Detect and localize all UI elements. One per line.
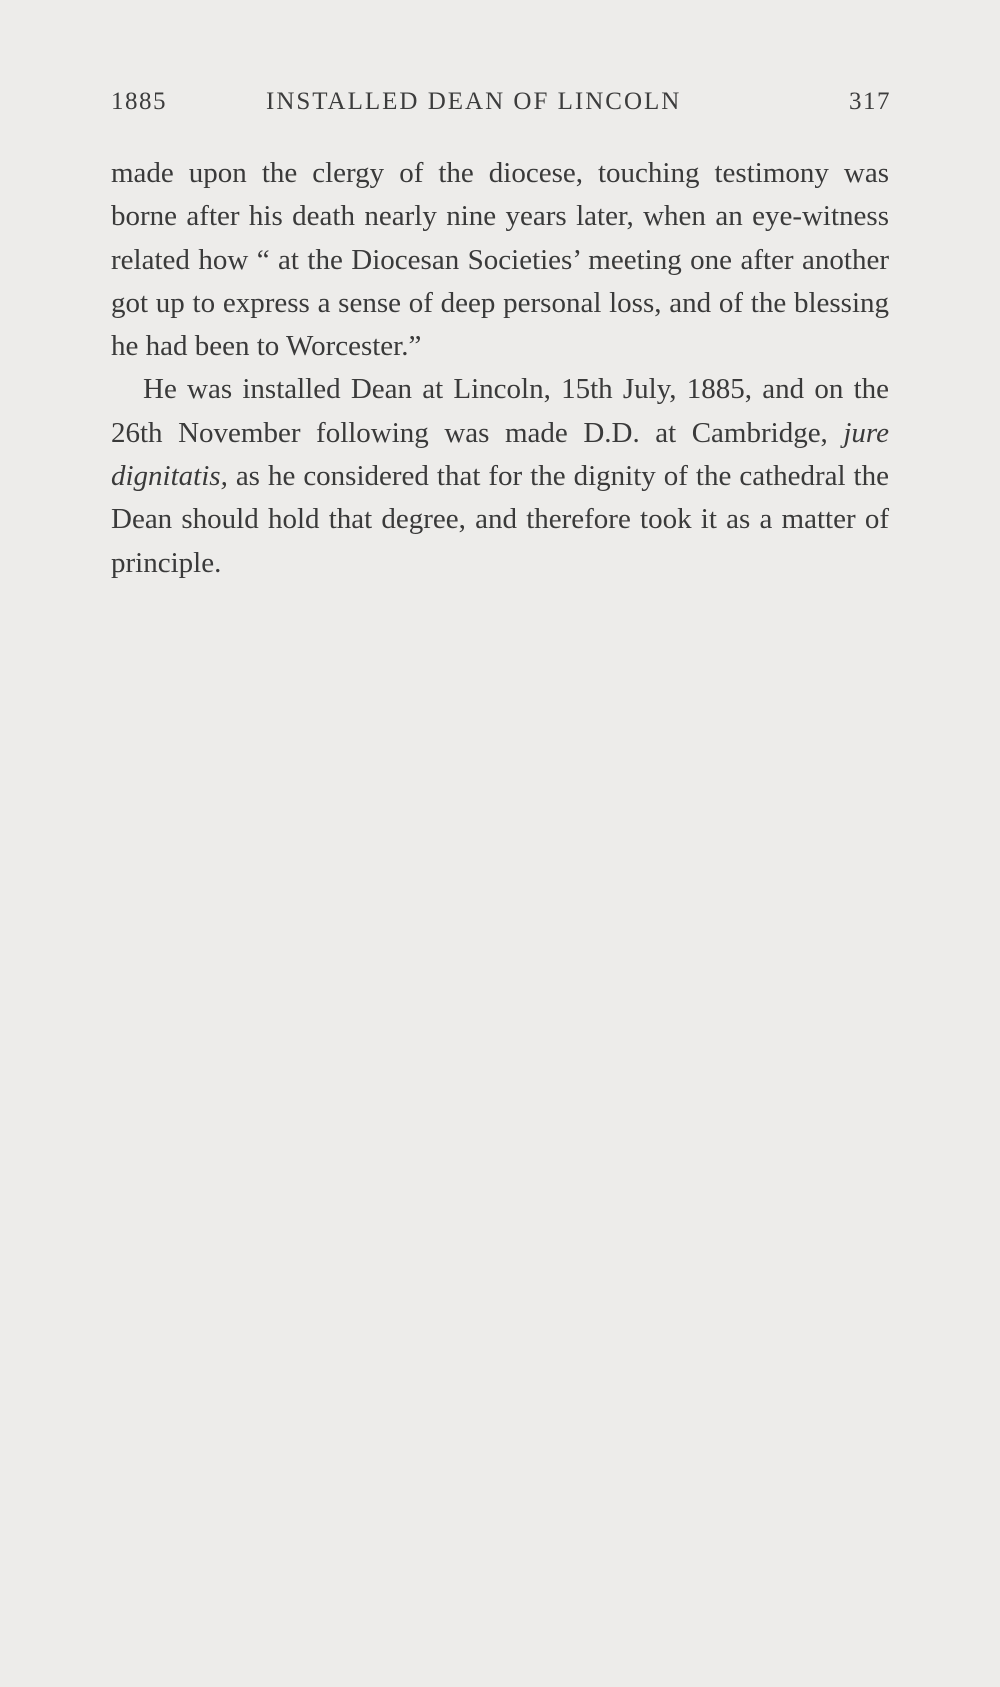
running-head — [111, 88, 891, 128]
header-year: 1885 — [111, 88, 167, 115]
body-text — [111, 152, 889, 585]
page-number: 317 — [849, 88, 891, 115]
paragraph-installation-start: He was installed Dean at Lincoln, 15th July, 1885, and on the 26th November following was made D.D. at Cambridge, — [111, 373, 889, 449]
italic-phrase: jure dignitatis, — [111, 416, 889, 493]
paragraph-continuation: made upon the clergy of the diocese, touching testimony was borne after his death nearly nine years later, when an eye-witness related how “ at the Diocesan Societies’ meeting one after another got up to express a sense of deep personal loss, and of the blessing he had been to Worcester.” — [111, 157, 889, 363]
header-title: INSTALLED DEAN OF LINCOLN — [266, 88, 682, 115]
paragraph-installation — [111, 368, 889, 584]
paragraph-installation-end: as he considered that for the dignity of the cathedral the Dean should hold that degree, and therefore took it as a matter of principle. — [111, 460, 889, 579]
